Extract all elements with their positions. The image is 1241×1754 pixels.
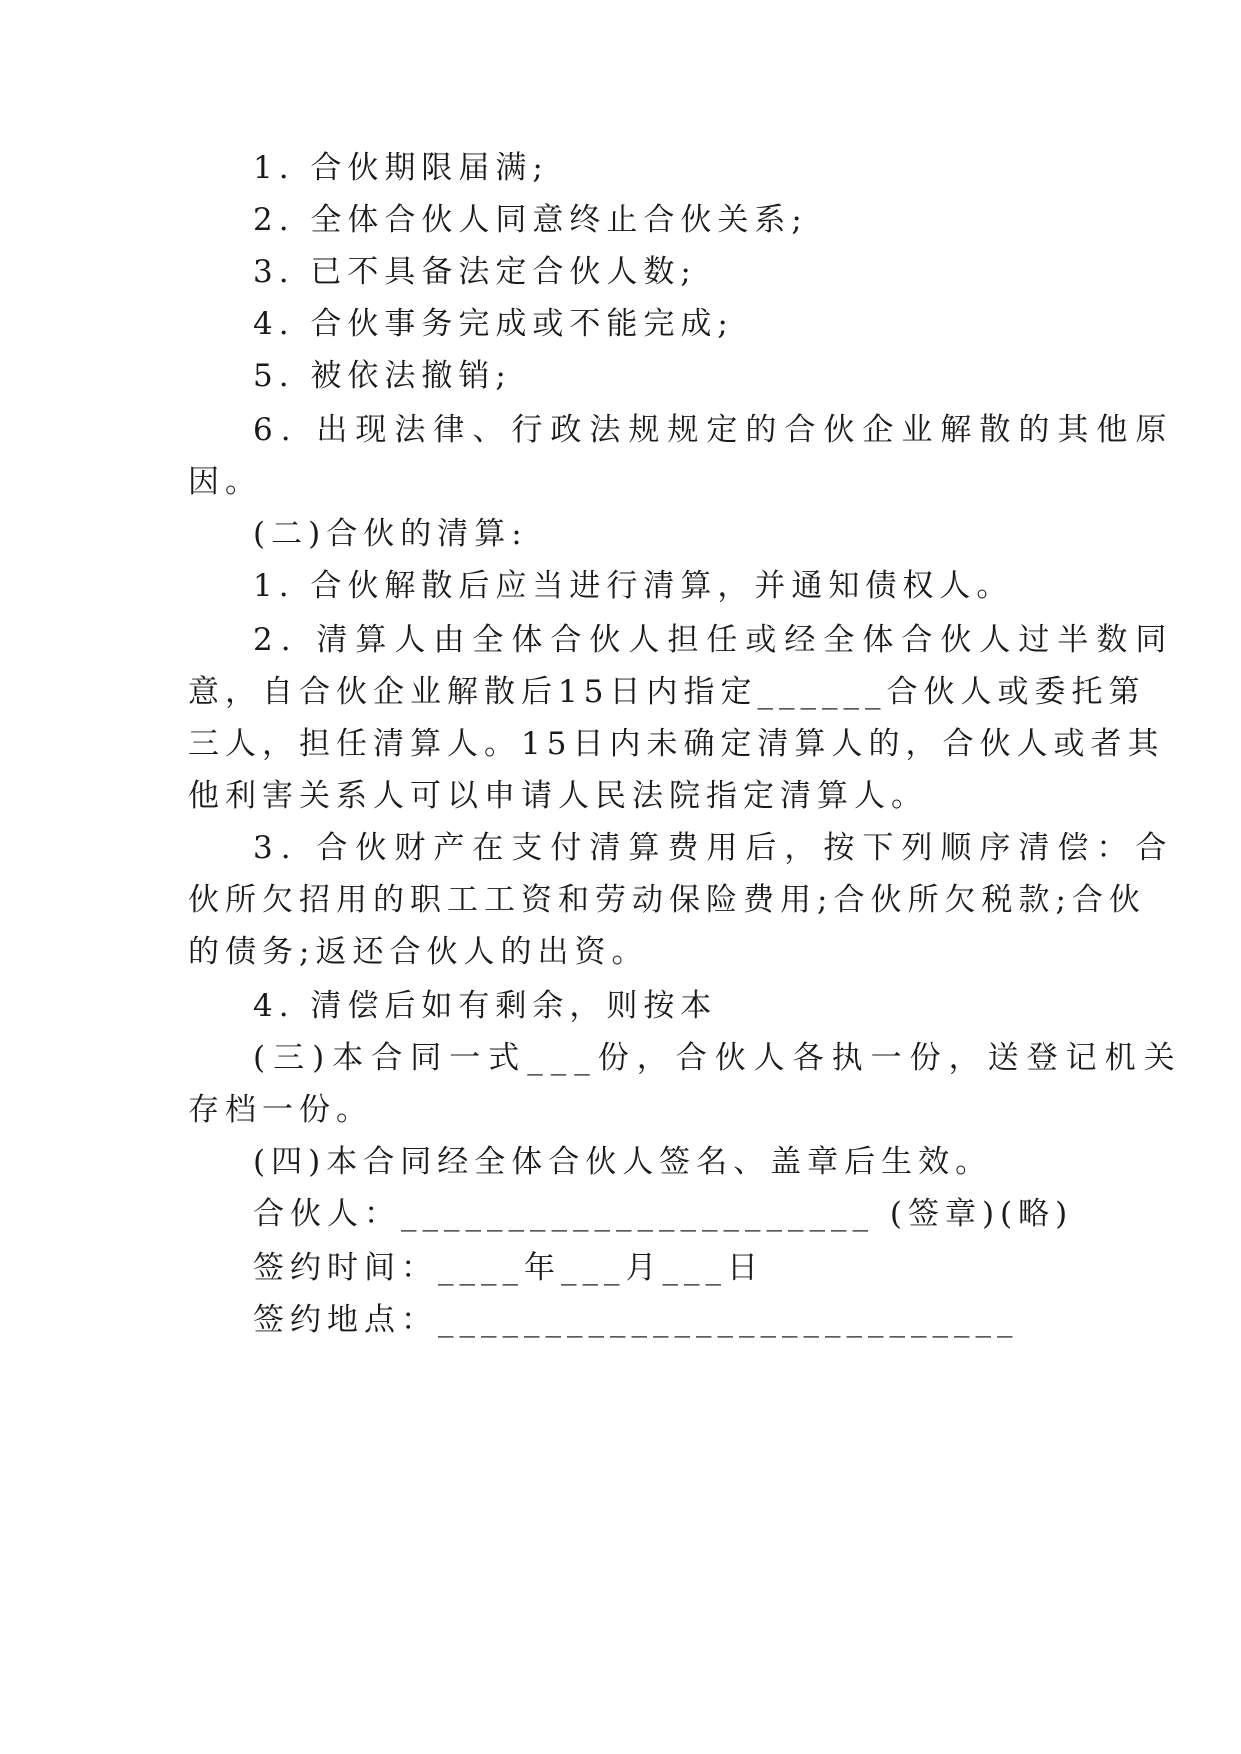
item-4-business-completed: 4. 合伙事务完成或不能完成; xyxy=(253,306,734,342)
partner-signature-line: 合伙人：______________________ (签章)(略) xyxy=(253,1196,1074,1232)
clearing-item-3-line-3: 的债务;返还合伙人的出资。 xyxy=(188,934,649,970)
clearing-item-4: 4. 清偿后如有剩余，则按本 xyxy=(253,988,718,1024)
clearing-item-2-line-4: 他利害关系人可以申请人民法院指定清算人。 xyxy=(188,778,928,814)
item-2-all-partners-agree: 2. 全体合伙人同意终止合伙关系; xyxy=(253,202,808,238)
item-6-continuation: 因。 xyxy=(188,464,262,500)
item-6-other-reasons: 6. 出现法律、行政法规规定的合伙企业解散的其他原 xyxy=(253,412,1175,448)
item-5-revoked: 5. 被依法撤销; xyxy=(253,358,512,394)
signing-date-line: 签约时间：____年___月___日 xyxy=(253,1250,764,1286)
section-3-copies: (三)本合同一式___份，合伙人各执一份，送登记机关 xyxy=(253,1040,1183,1076)
section-4-effective: (四)本合同经全体合伙人签名、盖章后生效。 xyxy=(253,1144,993,1180)
section-3-continuation: 存档一份。 xyxy=(188,1092,373,1128)
clearing-item-1: 1. 合伙解散后应当进行清算，并通知债权人。 xyxy=(253,568,1014,604)
item-3-insufficient-partners: 3. 已不具备法定合伙人数; xyxy=(253,254,697,290)
clearing-item-3-line-2: 伙所欠招用的职工工资和劳动保险费用;合伙所欠税款;合伙 xyxy=(188,882,1146,918)
clearing-item-3: 3. 合伙财产在支付清算费用后，按下列顺序清偿：合 xyxy=(253,830,1175,866)
clearing-item-2: 2. 清算人由全体合伙人担任或经全体合伙人过半数同 xyxy=(253,622,1175,658)
clearing-item-2-line-2: 意，自合伙企业解散后15日内指定______合伙人或委托第 xyxy=(188,674,1146,710)
section-2-heading: (二)合伙的清算: xyxy=(253,516,528,552)
clearing-item-2-line-3: 三人，担任清算人。15日内未确定清算人的，合伙人或者其 xyxy=(188,726,1165,762)
signing-place-line: 签约地点：___________________________ xyxy=(253,1302,1019,1338)
item-1-term-expired: 1. 合伙期限届满; xyxy=(253,150,549,186)
